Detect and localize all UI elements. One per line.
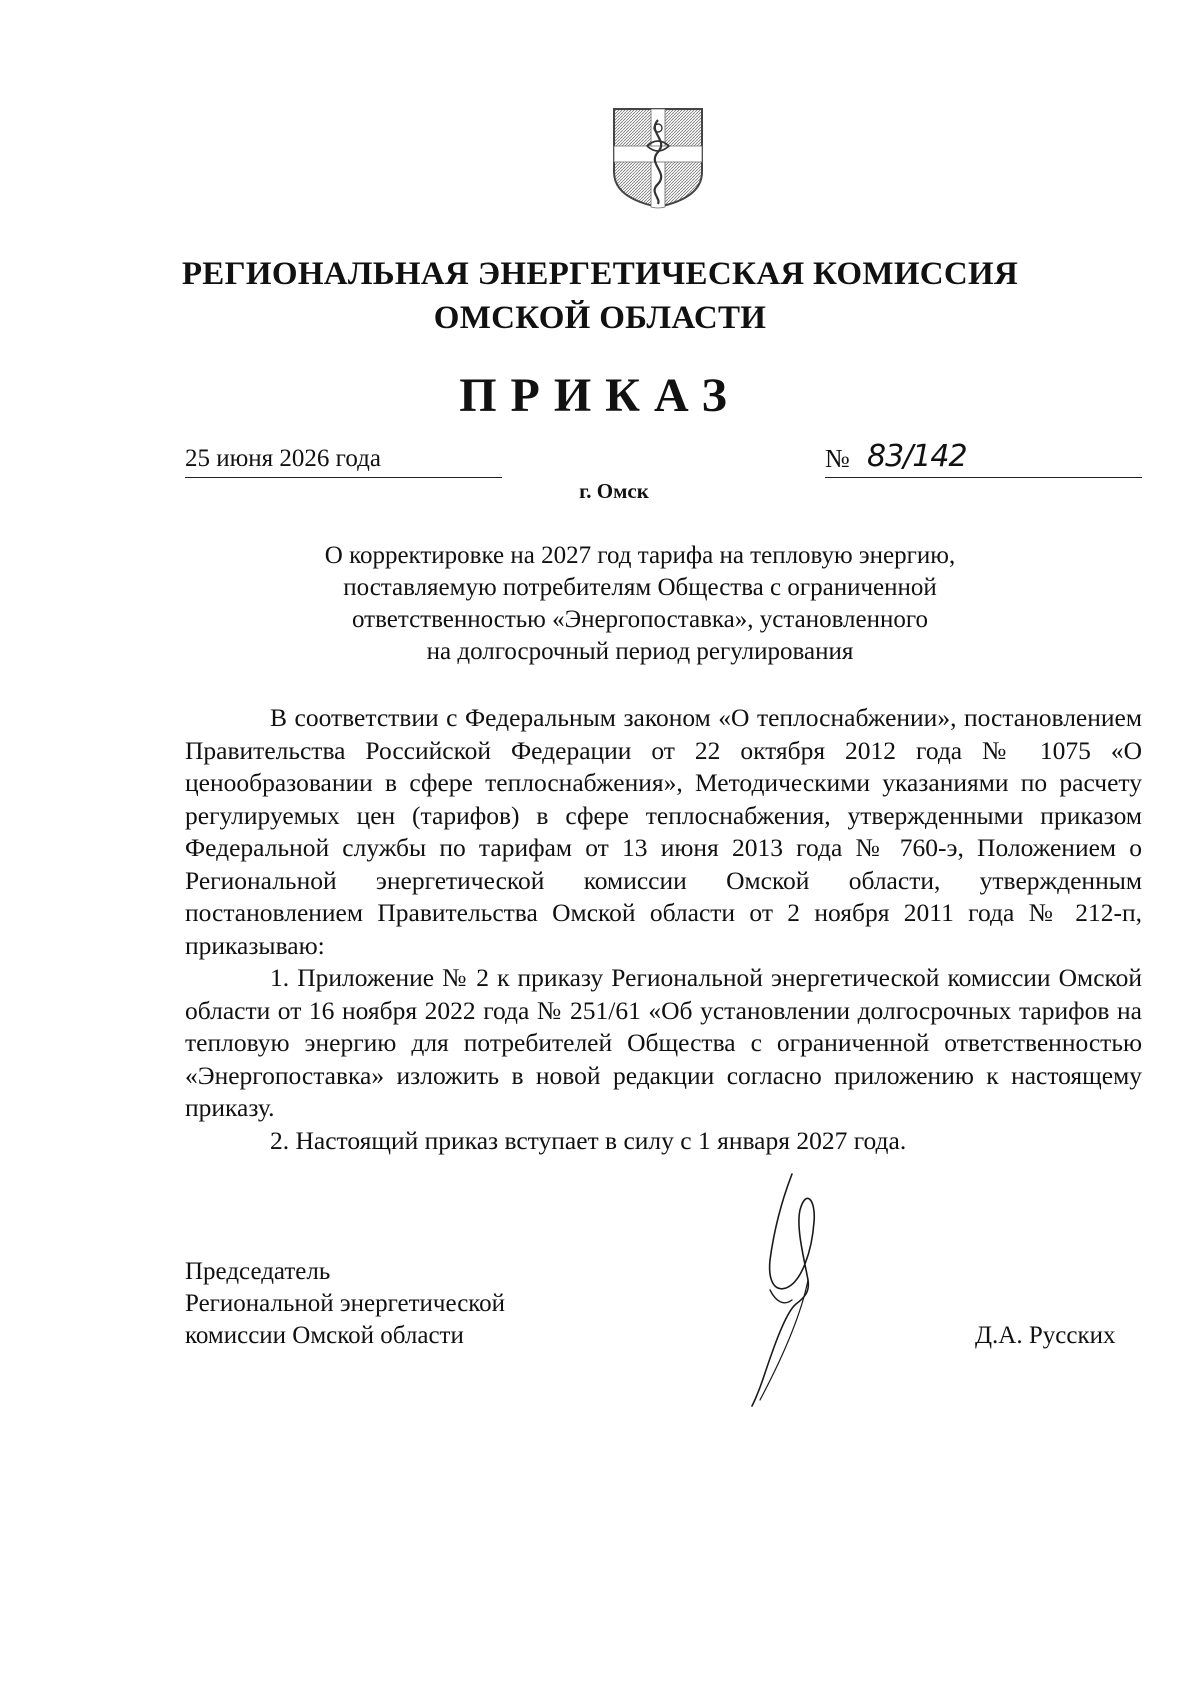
order-item-1: 1. Приложение № 2 к приказу Региональной энергетической комиссии Омской области от 16 ноября 2022 года № 251/61 «Об установлении долгосрочных тарифов на тепловую энергию для потребителей Общества с ограниченной ответственностью «Энергопоставка» изложить в новой редакции согласно приложению к настоящему приказу. — [185, 963, 1142, 1122]
document-type-heading: ПРИКАЗ — [459, 369, 741, 422]
document-date: 25 июня 2026 года — [185, 445, 381, 472]
signatory-title-line-3: комиссии Омской области — [185, 1322, 464, 1349]
signatory-name: Д.А. Русских — [975, 1322, 1116, 1349]
number-sign: № — [825, 444, 850, 473]
handwritten-signature — [730, 1170, 850, 1410]
organization-name-line-1: РЕГИОНАЛЬНАЯ ЭНЕРГЕТИЧЕСКАЯ КОМИССИЯ — [181, 256, 1019, 292]
subject-line-2: поставляемую потребителям Общества с ограниченной — [343, 574, 937, 601]
city-label: г. Омск — [579, 479, 649, 503]
organization-name-line-2: ОМСКОЙ ОБЛАСТИ — [433, 300, 767, 336]
order-item-2: 2. Настоящий приказ вступает в силу с 1 января 2027 года. — [270, 1125, 907, 1155]
date-field — [185, 443, 502, 478]
document-number-handwritten: 83/142 — [867, 439, 967, 474]
signatory-title-line-1: Председатель — [185, 1258, 331, 1285]
subject-line-3: ответственностью «Энергопоставка», установленного — [351, 606, 929, 633]
number-field — [825, 439, 1142, 478]
signatory-title — [185, 1256, 505, 1352]
coat-of-arms-emblem — [611, 106, 705, 210]
document-body — [185, 702, 1142, 1157]
preamble-paragraph: В соответствии с Федеральным законом «О теплоснабжении», постановлением Правительства Российской Федерации от 22 октября 2012 года № 1075 «О ценообразовании в сфере теплоснабжения», Методическими указаниями по расчету регулируемых цен (тарифов) в сфере теплоснабжения, утвержденными приказом Федеральной службы по тарифам от 13 июня 2013 года № 760-э, Положением о Региональной энергетической комиссии Омской области, утвержденным постановлением Правительства Омской области от 2 ноября 2011 года № 212-п, приказываю: — [185, 703, 1142, 960]
signatory-title-line-2: Региональной энергетической — [185, 1290, 506, 1317]
organization-title — [0, 252, 1200, 340]
subject-line-4: на долгосрочный период регулирования — [426, 638, 854, 665]
document-subject — [250, 540, 1030, 668]
subject-line-1: О корректировке на 2027 год тарифа на тепловую энергию, — [324, 542, 956, 569]
